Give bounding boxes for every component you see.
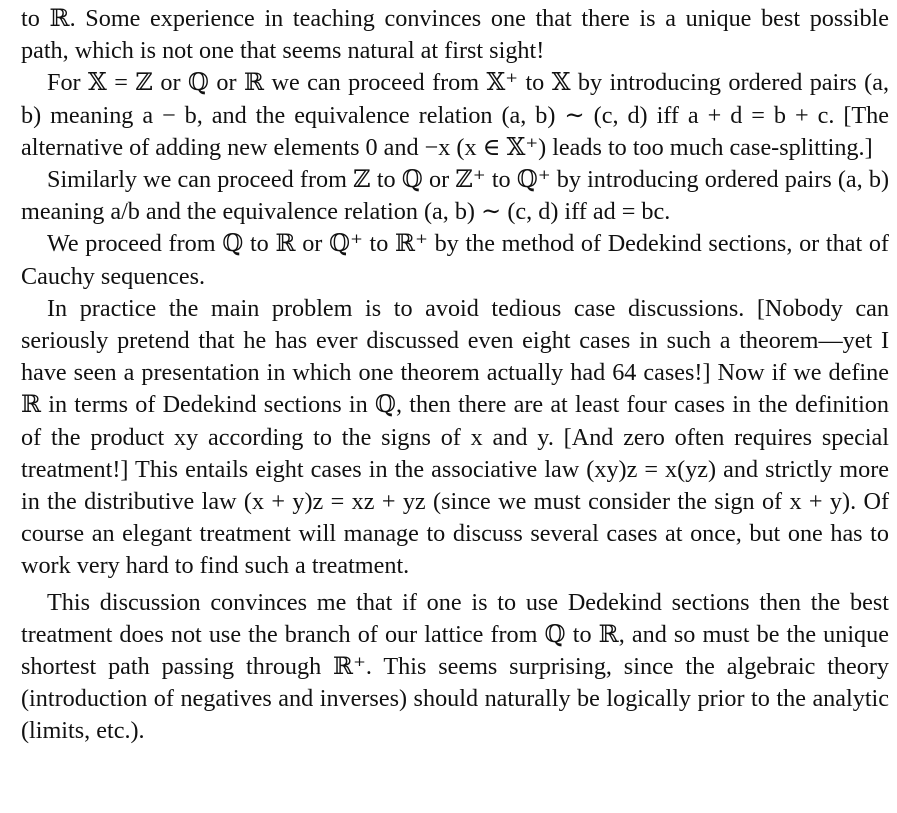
paragraph-continuation: to ℝ. Some experience in teaching convinces one that there is a unique best possible path, which is not one that seems natural at first sight! — [21, 5, 889, 65]
paragraph-case-discussions: In practice the main problem is to avoid tedious case discussions. [Nobody can seriously pretend that he has ever discussed even eight cases in such a theorem—yet I have seen a presentation in which one theorem actually had 64 cases!] Now if we define ℝ in terms of Dedekind sections in ℚ, then there are at least four cases in the definition of the product xy according to the signs of x and y. [And zero often requires special treatment!] This entails eight cases in the associative law (xy)z = x(yz) and strictly more in the distributive law (x + y)z = xz + yz (since we must consider the sign of x + y). Of course an elegant treatment will manage to discuss several cases at once, but one has to work very hard to find such a treatment. — [21, 294, 889, 580]
paragraph-integers-pairs: For 𝕏 = ℤ or ℚ or ℝ we can proceed from 𝕏⁺ to 𝕏 by introducing ordered pairs (a, b) meaning a − b, and the equivalence relation (a, b) ∼ (c, d) iff a + d = b + c. [The alternative of adding new elements 0 and −x (x ∈ 𝕏⁺) leads to too much case-splitting.] — [21, 69, 889, 161]
paragraph-rationals-pairs: Similarly we can proceed from ℤ to ℚ or ℤ⁺ to ℚ⁺ by introducing ordered pairs (a, b) meaning a/b and the equivalence relation (a, b) ∼ (c, d) iff ad = bc. — [21, 166, 889, 226]
paragraph-conclusion: This discussion convinces me that if one is to use Dedekind sections then the best treatment does not use the branch of our lattice from ℚ to ℝ, and so must be the unique shortest path passing through ℝ⁺. This seems surprising, since the algebraic theory (introduction of negatives and inverses) should naturally be logically prior to the analytic (limits, etc.). — [21, 588, 889, 745]
paragraph-dedekind-cauchy: We proceed from ℚ to ℝ or ℚ⁺ to ℝ⁺ by the method of Dedekind sections, or that of Cauchy sequences. — [21, 230, 889, 290]
